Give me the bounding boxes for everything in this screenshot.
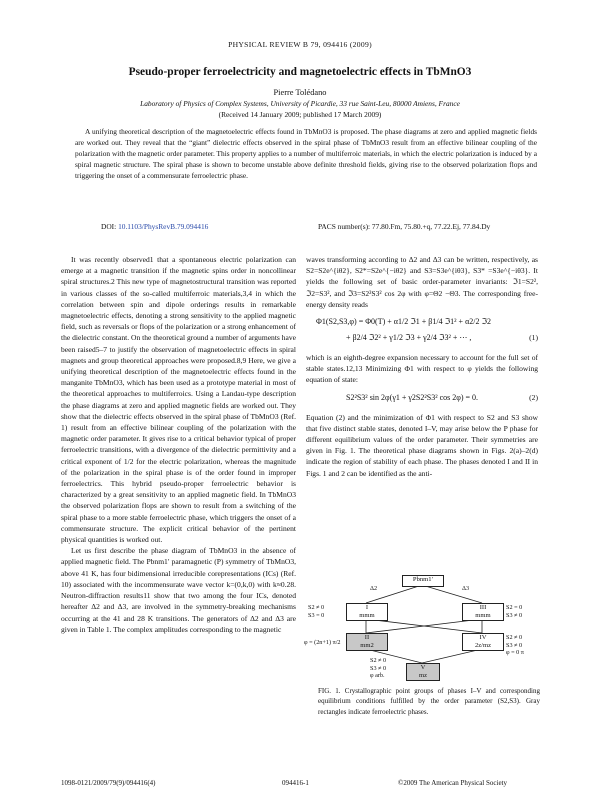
phase-I-box [346, 603, 388, 621]
equation-1-line-2 [346, 332, 538, 346]
cond-I-b: S3 = 0 [308, 611, 325, 619]
phase-II-group: mm2 [360, 642, 374, 649]
footer-right: ©2009 The American Physical Society [398, 779, 508, 787]
right-paragraph-3: Equation (2) and the minimization of Φ1 with respect to S2 and S3 show that five distinct stable states, denoted I–V, may arise below the P phase for different equilibrium values of the order parameter. Their symmetries are given in Fig. 1. The theoretical phase diagrams shown in Figs. 2(a)–2(d) indicate the region of stability of each phase. The phases denoted I and II in Figs. 1 and 2 can be identified as the anti- [306, 412, 538, 478]
affiliation: Laboratory of Physics of Complex Systems, University of Picardie, 33 rue Saint-Leu, 80000 Amiens, France [140, 99, 460, 108]
figure-1 [306, 575, 538, 685]
cond-IV-b: S3 ≠ 0 [506, 641, 523, 649]
phase-I-group: mmm [359, 612, 375, 619]
cond-V-c: φ arb. [370, 672, 385, 680]
left-paragraph-1: It was recently observed1 that a spontaneous electric polarization can emerge at a magnetic transition if the magnetic spins order in noncollinear spiral structures.2 This new type of magnetostructural transition was reported in various classes of the so-called multiferroic materials,3,4 in which the correlation between spin and dipole orderings results in remarkable magnetoelectric effects, denoting a strong sensitivity to the applied magnetic field, such as reversals or flops of the polarization or a strong enhancement of the dielectric constant. On the theoretical ground a number of arguments have been raised5–7 to justify the observation of magnetoelectric effects in spiral magnets and group theoretical approaches were proposed.8,9 Here, we give a unifying theoretical description of the magnetoelectric effects found in the manganite TbMnO3, which has been used as a prototype material in most of the theoretical approaches to multiferroics. Using a Landau-type description the phase diagrams at zero and applied magnetic fields are worked out. They show that the dielectric effects observed in the spiral phase of TbMnO3 (Ref. 1) result from an effective bilinear coupling of the polarization with the magnetic order parameter. It gives rise to a critical behavior typical of proper ferroelectric transitions, with a divergence of the dielectric permittivity and a critical exponent of 1/2 for the electric polarization, whereas the magnitude of the polarization in the spiral phase is of the order found in improper ferroelectrics. This hybrid pseudo-proper ferroelectric behavior is characterized by a great sensitivity to an applied magnetic field. In TbMnO3 the observed polarization flops are shown to result from a switching of the spiral phase to a more stable ferroelectric phase, which triggers the onset of a commensurate structure. The explicit critical behavior of the pertinent physical quantities is worked out. [61, 255, 296, 545]
cond-III-a: S2 = 0 [506, 604, 523, 611]
pbnm-box [402, 575, 444, 587]
doi-line [101, 222, 208, 231]
phase-II-box [346, 633, 388, 651]
figure-1-caption: FIG. 1. Crystallographic point groups of phases I–V and corresponding equilibrium conditions fulfilled by the order parameter (S2,S3). Gray rectangles indicate ferroelectric phases. [318, 687, 540, 716]
pbnm-label: Pbnm1′ [412, 576, 434, 583]
cond-V-a: S2 ≠ 0 [370, 657, 387, 664]
phase-III-group: mmm [475, 612, 491, 619]
received-date: (Received 14 January 2009; published 17 March 2009) [218, 110, 382, 119]
phase-V-group: mz [418, 672, 428, 679]
delta3-label: Δ3 [462, 585, 470, 592]
journal-header: PHYSICAL REVIEW B 79, 094416 (2009) [228, 40, 372, 49]
phase-IV-group: 2z/mz [474, 642, 492, 649]
doi-link[interactable]: 10.1103/PhysRevB.79.094416 [118, 222, 209, 231]
paper-title: Pseudo-proper ferroelectricity and magnetoelectric effects in TbMnO3 [128, 66, 472, 78]
doi-label: DOI: [101, 222, 117, 231]
abstract: A unifying theoretical description of the magnetoelectric effects found in TbMnO3 is proposed. The phase diagrams at zero and applied magnetic fields are worked out. They reveal that the “giant” dielectric effects observed in the spiral phase of TbMnO3 result from an effective bilinear coupling of the polarization with the magnetic order parameter. This property applies to a number of multiferroic materials, in which the electric polarization is induced by a spiral magnetic structure. The spiral phase is shown to become unstable above definite threshold fields, giving rise to the observed polarization flops and triggering the onset of a commensurate ferroelectric phase. [75, 127, 537, 180]
cond-IV [506, 634, 524, 657]
left-paragraph-2: Let us first describe the phase diagram of TbMnO3 in the absence of applied magnetic field. The Pbnm1′ paramagnetic (P) symmetry of TbMnO3, above 41 K, has four bidimensional irreducible corepresentations (ICs) (Ref. 10) associated with the incommensurate wave vector k=(0,k,0) with k≈0.28. Neutron-diffraction results11 show that two among the four ICs, denoted hereafter Δ2 and Δ3, are involved in the symmetry-breaking mechanisms occurring at the 41 and 28 K transitions. The generators of Δ2 and Δ3 are given in Table 1. The complex amplitudes corresponding to the magnetic [61, 546, 296, 634]
cond-IV-a: S2 ≠ 0 [506, 634, 523, 641]
equation-1-number: (1) [529, 333, 538, 343]
footer-center: 094416-1 [282, 779, 309, 787]
right-paragraph-1: waves transforming according to Δ2 and Δ3 can be written, respectively, as S2=S2e^{iθ2}, S2*=S2e^{−iθ2} and S3=S3e^{iθ3}, S3* =S3e^{−iθ3}. It yields the following set of basic order-parameter invariants: ℑ1=S2², ℑ2=S3², and ℑ3=S2²S3² cos 2φ with φ=Θ2 −Θ3. The corresponding free-energy density reads [306, 255, 538, 309]
equation-2 [346, 392, 538, 406]
phase-III-box [462, 603, 504, 621]
equation-1-part-2: + β2/4 ℑ2² + γ1/2 ℑ3 + γ2/4 ℑ3² + ⋯ , [346, 333, 472, 343]
cond-IV-phi: φ = 0 π [506, 649, 524, 657]
phase-V-box [406, 663, 440, 681]
cond-V-b: S3 ≠ 0 [370, 664, 387, 672]
equation-2-body: S2²S3² sin 2φ(γ1 + γ2S2²S3² cos 2φ) = 0. [346, 392, 479, 402]
pacs-numbers: PACS number(s): 77.80.Fm, 75.80.+q, 77.22.Ej, 77.84.Dy [318, 222, 491, 231]
phase-V-number: V [420, 664, 426, 671]
cond-I-a: S2 ≠ 0 [308, 604, 325, 611]
delta2-label: Δ2 [370, 585, 378, 592]
equation-1-part-1: Φ1(S2,S3,φ) = Φ0(T) + α1/2 ℑ1 + β1/4 ℑ1² + α2/2 ℑ2 [316, 317, 492, 327]
phase-I-number: I [365, 604, 369, 611]
equation-2-number: (2) [529, 392, 538, 402]
footer-left: 1098-0121/2009/79(9)/094416(4) [61, 779, 156, 787]
cond-III [506, 604, 522, 619]
cond-I [308, 604, 324, 619]
cond-III-b: S3 ≠ 0 [506, 611, 523, 619]
author-name[interactable]: Pierre Tolédano [273, 88, 327, 97]
phase-IV-box [462, 633, 504, 651]
right-paragraph-2: which is an eighth-degree expansion necessary to account for the full set of stable states.12,13 Minimizing Φ1 with respect to φ yields the following equation of state: [306, 353, 538, 385]
phase-IV-number: IV [479, 634, 487, 641]
cond-II: φ = (2n+1) π/2 [304, 639, 341, 646]
right-column [306, 254, 538, 479]
phase-II-number: II [364, 634, 370, 641]
cond-V [370, 657, 386, 680]
left-column [61, 254, 296, 635]
equation-1-line-1 [316, 316, 538, 330]
phase-III-number: III [479, 604, 487, 611]
